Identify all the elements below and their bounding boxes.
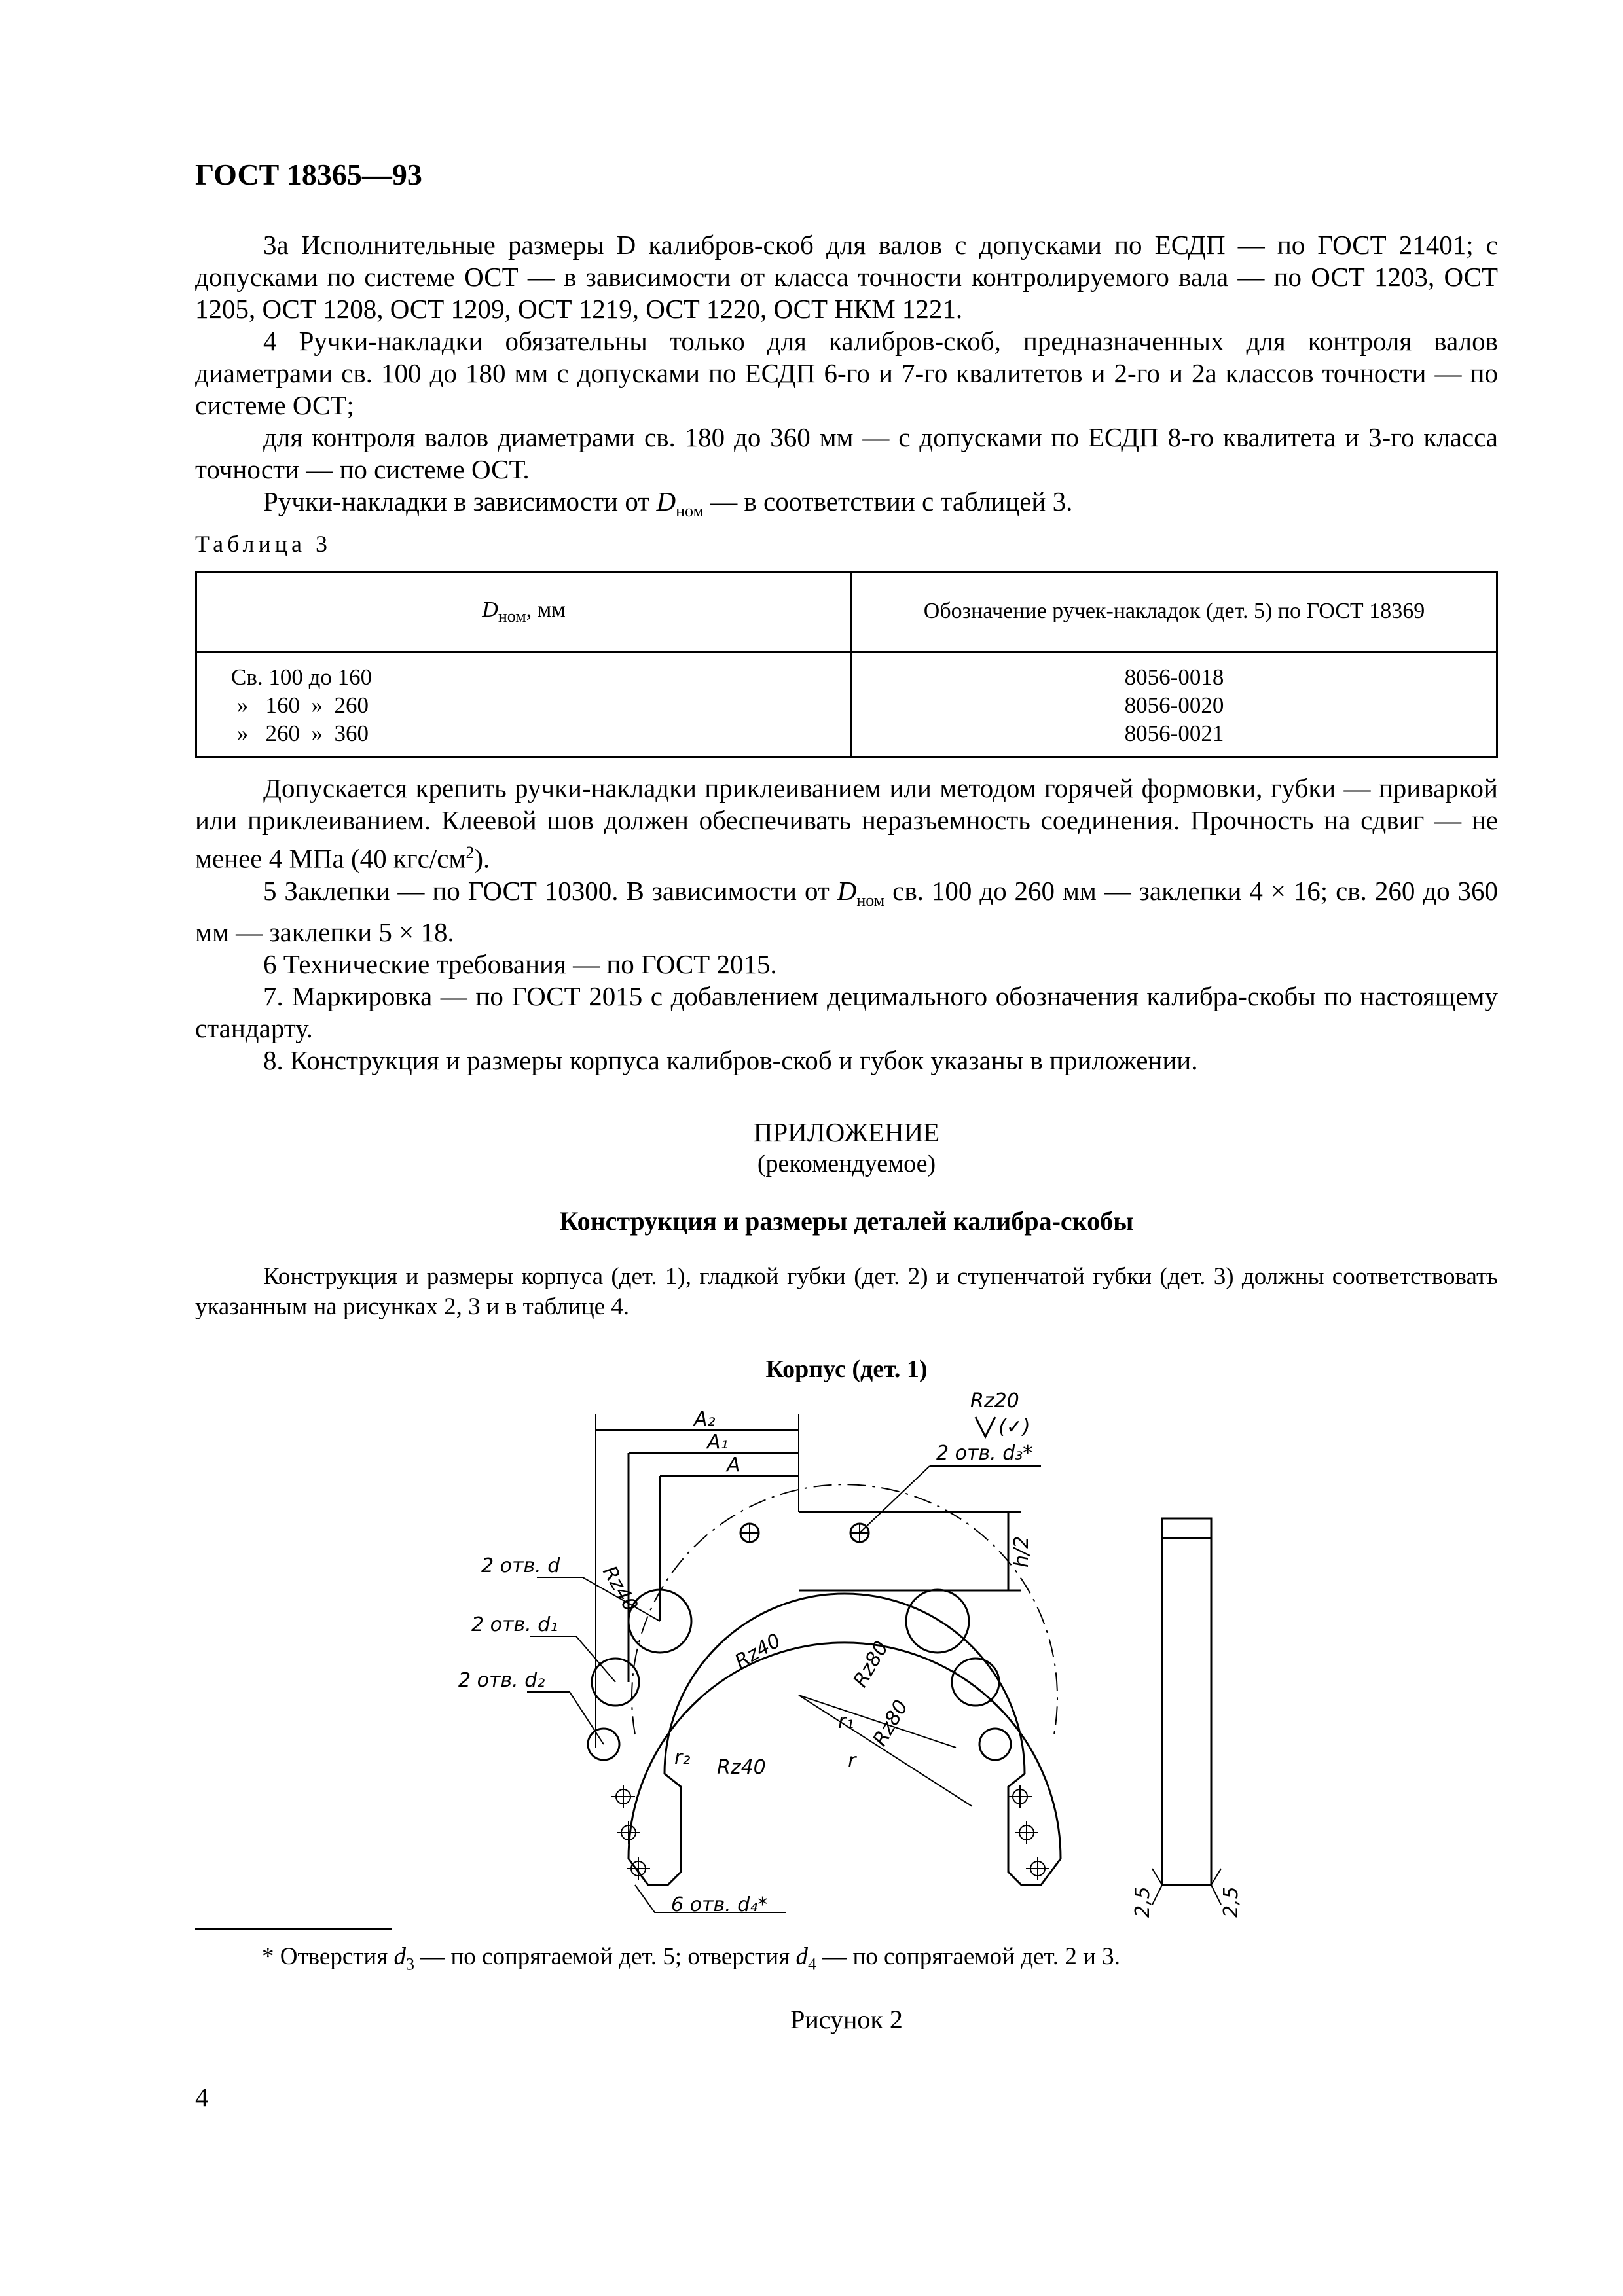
body-text-top <box>195 229 1498 527</box>
paragraph-4b-text: для контроля валов диаметрами св. 180 до 360 мм — с допусками по ЕСДП 8-го квалитета и 3-го класса точности — по системе ОСТ. <box>195 422 1498 484</box>
label-rz40-b: Rz40 <box>731 1629 785 1674</box>
paragraph-4-text: 4 Ручки-накладки обязательны только для калибров-скоб, предназначенных для контроля валов диаметрами св. 100 до 180 мм с допусками по ЕСДП 6-го и 7-го квалитетов и 2-го и 2а классов точности — по системе ОСТ; <box>195 326 1498 420</box>
paragraph-5-pre: 5 Заклепки — по ГОСТ 10300. В зависимости от <box>263 875 837 906</box>
paragraph-8-text: 8. Конструкция и размеры корпуса калибров-скоб и губок указаны в приложении. <box>263 1045 1198 1075</box>
appendix-intro-block <box>195 1262 1498 1322</box>
paragraph-4c-post: — в соответствии с таблицей 3. <box>703 486 1073 516</box>
label-a: A <box>727 1454 740 1477</box>
body-text-middle <box>195 772 1498 1077</box>
paragraph-8 <box>195 1045 1498 1077</box>
label-r: r <box>848 1749 856 1772</box>
label-rz20: Rz20 <box>970 1390 1019 1412</box>
table-header-diameter <box>197 598 850 626</box>
footnote-sub2: 4 <box>807 1954 816 1974</box>
paragraph-5-sub: ном <box>856 890 885 910</box>
appendix-intro <box>195 1262 1498 1322</box>
paragraph-4b <box>195 422 1498 486</box>
paragraph-7-text: 7. Маркировка — по ГОСТ 2015 с добавлением децимального обозначения калибра-скобы по настоящему стандарту. <box>195 980 1498 1043</box>
standard-header: ГОСТ 18365—93 <box>195 158 422 191</box>
paragraph-6-text: 6 Технические требования — по ГОСТ 2015. <box>263 948 777 979</box>
paragraph-4c-var: D <box>656 486 676 516</box>
table-cell-code: 8056-0021 <box>1124 721 1224 746</box>
paragraph-3a-text: 3а Исполнительные размеры D калибров-скоб для валов с допусками по ЕСДП — по ГОСТ 21401; с допусками по системе ОСТ — в зависимости от класса точности контролируемого вала — по ОСТ 1203, ОСТ 1205, ОСТ 1208, ОСТ 1209, ОСТ 1219, ОСТ 1220, ОСТ НКМ 1221. <box>195 230 1498 324</box>
footnote-post: — по сопрягаемой дет. 2 и 3. <box>816 1943 1120 1970</box>
paragraph-7 <box>195 980 1498 1045</box>
label-rz80-a: Rz80 <box>848 1637 894 1691</box>
footnote-sub1: 3 <box>405 1954 414 1974</box>
label-h2: h/2 <box>1010 1535 1033 1568</box>
label-rz80-b: Rz80 <box>868 1696 913 1750</box>
drawing-labels <box>458 1390 1243 1918</box>
appendix-intro-text: Конструкция и размеры корпуса (дет. 1), гладкой губки (дет. 2) и ступенчатой губки (дет. 3) должны соответствовать указанным на рисунках 2, 3 и в таблице 4. <box>195 1263 1498 1320</box>
paragraph-4c <box>195 486 1498 527</box>
table-col-code <box>852 663 1496 747</box>
label-rz40-c: Rz40 <box>717 1756 766 1779</box>
paragraph-5-var: D <box>837 875 857 906</box>
paragraph-5-post: св. 100 до 260 мм — заклепки 4 × 16; св. 260 до 360 мм — заклепки 5 × 18. <box>195 875 1498 947</box>
header-sub: ном <box>498 606 526 626</box>
table-header-divider <box>197 651 1496 653</box>
hole-d-right <box>906 1590 969 1653</box>
hole-d1-right <box>952 1659 999 1706</box>
paragraph-4c-pre: Ручки-накладки в зависимости от <box>263 486 657 516</box>
table-3-caption: Таблица 3 <box>195 531 331 557</box>
header-var: D <box>482 598 498 622</box>
footnote-rule <box>195 1928 392 1930</box>
paragraph-4 <box>195 325 1498 422</box>
housing-drawing <box>419 1381 1270 1924</box>
label-thickness-left: 2,5 <box>1131 1886 1154 1918</box>
appendix-subtitle: (рекомендуемое) <box>757 1150 936 1177</box>
paragraph-glue-sup: 2 <box>465 843 475 862</box>
label-rz40-a: Rz40 <box>598 1562 642 1616</box>
table-cell-range: » 260 » 360 <box>231 721 369 746</box>
figure-title: Корпус (дет. 1) <box>765 1355 928 1383</box>
header-unit: , мм <box>526 598 566 622</box>
table-cell-code: 8056-0020 <box>1124 692 1224 718</box>
label-holes-d2: 2 отв. d₂ <box>458 1669 545 1692</box>
footnote-mid: — по сопрягаемой дет. 5; отверстия <box>414 1943 796 1970</box>
paragraph-4c-sub: ном <box>676 501 704 521</box>
footnote-pre: * Отверстия <box>262 1943 394 1970</box>
label-a2: A₂ <box>694 1408 716 1431</box>
page-number: 4 <box>195 2082 209 2112</box>
label-thickness-right: 2,5 <box>1220 1886 1243 1918</box>
label-holes-d3: 2 отв. d₃* <box>936 1442 1033 1465</box>
table-col-range <box>231 663 372 747</box>
table-header-designation: Обозначение ручек-накладок (дет. 5) по ГОСТ 18369 <box>923 599 1425 623</box>
side-view <box>1162 1518 1211 1885</box>
label-a1: A₁ <box>707 1431 729 1454</box>
hole-d2-right <box>979 1729 1011 1760</box>
label-holes-d4: 6 отв. d₄* <box>671 1893 768 1916</box>
label-holes-d: 2 отв. d <box>481 1554 560 1577</box>
paragraph-glue-pre: Допускается крепить ручки-накладки приклеиванием или методом горячей формовки, губки — приваркой или приклеиванием. Клеевой шов должен обеспечивать неразъемность соединения. Прочность на сдвиг — не менее 4 МПа (40 кгс/см <box>195 773 1498 874</box>
paragraph-6 <box>195 948 1498 980</box>
paragraph-glue <box>195 772 1498 875</box>
paragraph-5 <box>195 875 1498 948</box>
paragraph-3a <box>195 229 1498 325</box>
housing-outline <box>629 1594 1061 1885</box>
table-cell-range: » 160 » 260 <box>231 692 369 718</box>
section-title: Конструкция и размеры деталей калибра-скобы <box>559 1206 1134 1236</box>
footnote <box>262 1943 1120 1974</box>
label-r1: r₁ <box>838 1710 854 1733</box>
figure-caption: Рисунок 2 <box>790 2005 903 2034</box>
dimension-h2 <box>799 1512 1021 1590</box>
table-cell-range: Св. 100 до 160 <box>231 664 373 690</box>
footnote-var1: d <box>393 1943 406 1970</box>
label-r2: r₂ <box>674 1746 691 1769</box>
holes-d4 <box>611 1785 1049 1880</box>
appendix-title: ПРИЛОЖЕНИЕ <box>753 1117 940 1147</box>
table-3 <box>195 571 1498 758</box>
paragraph-glue-post: ). <box>474 843 490 874</box>
footnote-var2: d <box>795 1943 808 1970</box>
table-cell-code: 8056-0018 <box>1124 664 1224 690</box>
label-holes-d1: 2 отв. d₁ <box>471 1613 558 1636</box>
label-check: (✓) <box>998 1416 1030 1439</box>
dimension-a <box>660 1476 799 1621</box>
